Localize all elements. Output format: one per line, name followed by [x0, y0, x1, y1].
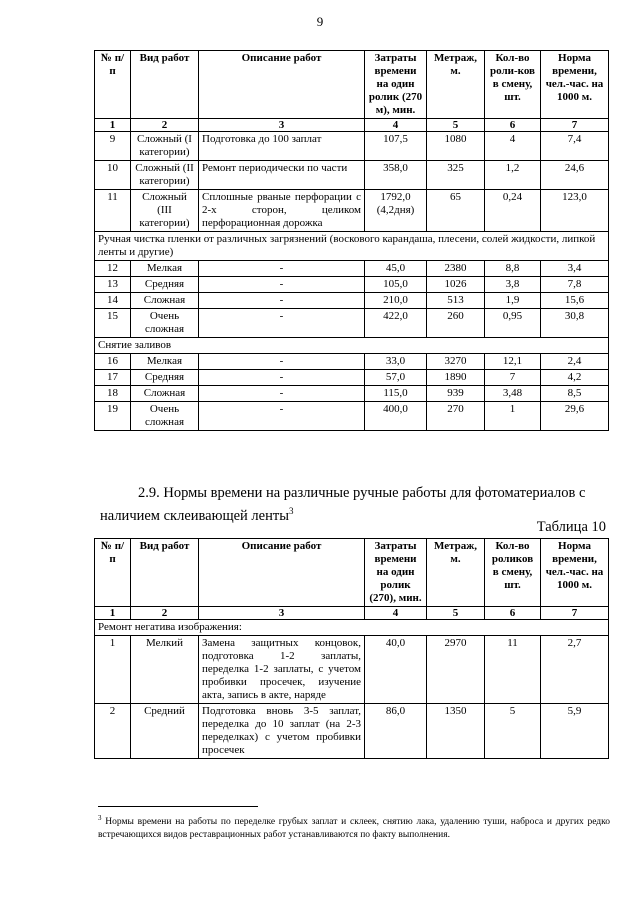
section-title-stain-removal: Снятие заливов [95, 338, 609, 354]
header-time-norm: Норма времени, чел.-час. на 1000 м. [541, 51, 609, 119]
reels-per-shift: 12,1 [485, 354, 541, 370]
time-norm: 7,8 [541, 277, 609, 293]
length: 65 [427, 190, 485, 232]
work-type: Средняя [131, 370, 199, 386]
footnote-reference[interactable]: 3 [288, 506, 294, 516]
row-number: 9 [95, 132, 131, 161]
section-heading-text: 2.9. Нормы времени на различные ручные работы для фотоматериалов с наличием склеивающей ленты [100, 485, 586, 524]
reels-per-shift: 3,8 [485, 277, 541, 293]
row-number: 11 [95, 190, 131, 232]
header-reels-per-shift: Кол-во роли-ков в смену, шт. [485, 51, 541, 119]
table-row [95, 354, 609, 370]
table-row [95, 293, 609, 309]
work-type: Мелкая [131, 354, 199, 370]
time-cost: 105,0 [365, 277, 427, 293]
header-time-cost: Затраты времени на один ролик (270 м), мин. [365, 51, 427, 119]
length: 1350 [427, 704, 485, 759]
table-row [95, 386, 609, 402]
work-description: - [199, 402, 365, 431]
table-row [95, 132, 609, 161]
footnote-text: Нормы времени на работы по переделке грубых заплат и склеек, снятию лака, удалению туши, наброса и других редко встречающихся видов реставрационных работ устанавливаются по факту выполнения. [98, 817, 610, 841]
column-number: 5 [427, 607, 485, 620]
table-row [95, 190, 609, 232]
row-number: 16 [95, 354, 131, 370]
table-row [95, 402, 609, 431]
reels-per-shift: 5 [485, 704, 541, 759]
table-row [95, 370, 609, 386]
page-number: 9 [316, 14, 324, 29]
table-row [95, 161, 609, 190]
header-reels-per-shift: Кол-во роликов в смену, шт. [485, 539, 541, 607]
time-norm: 3,4 [541, 261, 609, 277]
work-description: - [199, 370, 365, 386]
table-row [95, 277, 609, 293]
time-cost: 86,0 [365, 704, 427, 759]
time-cost: 33,0 [365, 354, 427, 370]
time-cost: 422,0 [365, 309, 427, 338]
header-row [95, 51, 609, 119]
header-work-type: Вид работ [131, 51, 199, 119]
time-cost: 57,0 [365, 370, 427, 386]
work-type: Сложный (II категории) [131, 161, 199, 190]
work-description: - [199, 261, 365, 277]
work-description: Ремонт периодически по части [199, 161, 365, 190]
work-type: Очень сложная [131, 309, 199, 338]
row-number: 18 [95, 386, 131, 402]
reels-per-shift: 4 [485, 132, 541, 161]
time-cost: 115,0 [365, 386, 427, 402]
time-norm: 2,7 [541, 636, 609, 704]
norms-table-1 [94, 50, 609, 431]
column-number: 5 [427, 119, 485, 132]
column-number: 1 [95, 119, 131, 132]
work-description: - [199, 277, 365, 293]
work-type: Мелкая [131, 261, 199, 277]
work-description: Подготовка до 100 заплат [199, 132, 365, 161]
work-description: - [199, 293, 365, 309]
section-title-negative-repair: Ремонт негатива изображения: [95, 620, 609, 636]
length: 513 [427, 293, 485, 309]
column-number-row [95, 119, 609, 132]
row-number: 19 [95, 402, 131, 431]
row-number: 2 [95, 704, 131, 759]
length: 1080 [427, 132, 485, 161]
length: 325 [427, 161, 485, 190]
column-number-row [95, 607, 609, 620]
column-number: 2 [131, 119, 199, 132]
time-cost: 210,0 [365, 293, 427, 309]
header-length: Метраж, м. [427, 539, 485, 607]
reels-per-shift: 7 [485, 370, 541, 386]
length: 260 [427, 309, 485, 338]
length: 3270 [427, 354, 485, 370]
time-cost: 400,0 [365, 402, 427, 431]
column-number: 7 [541, 119, 609, 132]
work-description: - [199, 354, 365, 370]
time-norm: 4,2 [541, 370, 609, 386]
time-norm: 29,6 [541, 402, 609, 431]
footnote [98, 812, 610, 842]
length: 939 [427, 386, 485, 402]
reels-per-shift: 1 [485, 402, 541, 431]
column-number: 4 [365, 119, 427, 132]
column-number: 2 [131, 607, 199, 620]
time-norm: 24,6 [541, 161, 609, 190]
reels-per-shift: 1,2 [485, 161, 541, 190]
header-time-cost: Затраты времени на один ролик (270), мин. [365, 539, 427, 607]
table-row [95, 309, 609, 338]
time-norm: 123,0 [541, 190, 609, 232]
reels-per-shift: 3,48 [485, 386, 541, 402]
header-number: № п/п [95, 539, 131, 607]
row-number: 15 [95, 309, 131, 338]
reels-per-shift: 0,95 [485, 309, 541, 338]
work-type: Мелкий [131, 636, 199, 704]
column-number: 1 [95, 607, 131, 620]
section-row [95, 338, 609, 354]
work-description: - [199, 386, 365, 402]
column-number: 3 [199, 119, 365, 132]
section-heading [100, 484, 606, 525]
row-number: 17 [95, 370, 131, 386]
time-cost: 40,0 [365, 636, 427, 704]
header-description: Описание работ [199, 539, 365, 607]
footnote-mark: 3 [98, 814, 102, 822]
header-length: Метраж, м. [427, 51, 485, 119]
table-row [95, 704, 609, 759]
time-cost: 107,5 [365, 132, 427, 161]
table-row [95, 261, 609, 277]
reels-per-shift: 0,24 [485, 190, 541, 232]
time-cost: 358,0 [365, 161, 427, 190]
column-number: 7 [541, 607, 609, 620]
work-description: Подготовка вновь 3-5 заплат, переделка до 10 заплат (на 2-3 переделках) с учетом пробивки просечек [199, 704, 365, 759]
section-row [95, 620, 609, 636]
work-description: Сплошные рваные перфорации с 2-х сторон, целиком перфорационная дорожка [199, 190, 365, 232]
length: 2970 [427, 636, 485, 704]
work-type: Сложная [131, 386, 199, 402]
time-norm: 15,6 [541, 293, 609, 309]
reels-per-shift: 1,9 [485, 293, 541, 309]
time-norm: 2,4 [541, 354, 609, 370]
column-number: 3 [199, 607, 365, 620]
header-description: Описание работ [199, 51, 365, 119]
work-description: Замена защитных концовок, подготовка 1-2 заплаты, переделка 1-2 заплаты, с учетом пробивки просечек, изучение акта, запись в акте, наряде [199, 636, 365, 704]
row-number: 13 [95, 277, 131, 293]
section-row [95, 232, 609, 261]
column-number: 6 [485, 119, 541, 132]
row-number: 12 [95, 261, 131, 277]
work-type: Сложный (III категории) [131, 190, 199, 232]
column-number: 4 [365, 607, 427, 620]
time-norm: 7,4 [541, 132, 609, 161]
column-number: 6 [485, 607, 541, 620]
work-type: Средняя [131, 277, 199, 293]
reels-per-shift: 11 [485, 636, 541, 704]
row-number: 10 [95, 161, 131, 190]
time-norm: 30,8 [541, 309, 609, 338]
work-description: - [199, 309, 365, 338]
section-title-cleaning: Ручная чистка пленки от различных загрязнений (воскового карандаша, плесени, солей жидкости, липкой ленты и другие) [95, 232, 609, 261]
reels-per-shift: 8,8 [485, 261, 541, 277]
time-norm: 8,5 [541, 386, 609, 402]
table-caption: Таблица 10 [536, 519, 606, 535]
time-norm: 5,9 [541, 704, 609, 759]
length: 1890 [427, 370, 485, 386]
header-row [95, 539, 609, 607]
header-work-type: Вид работ [131, 539, 199, 607]
work-type: Сложная [131, 293, 199, 309]
time-cost: 1792,0 (4,2дня) [365, 190, 427, 232]
time-cost: 45,0 [365, 261, 427, 277]
work-type: Очень сложная [131, 402, 199, 431]
work-type: Средний [131, 704, 199, 759]
work-type: Сложный (I категории) [131, 132, 199, 161]
norms-table-10 [94, 538, 609, 759]
length: 2380 [427, 261, 485, 277]
footnote-divider [98, 806, 258, 807]
length: 270 [427, 402, 485, 431]
table-row [95, 636, 609, 704]
row-number: 1 [95, 636, 131, 704]
header-number: № п/п [95, 51, 131, 119]
header-time-norm: Норма времени, чел.-час. на 1000 м. [541, 539, 609, 607]
length: 1026 [427, 277, 485, 293]
row-number: 14 [95, 293, 131, 309]
